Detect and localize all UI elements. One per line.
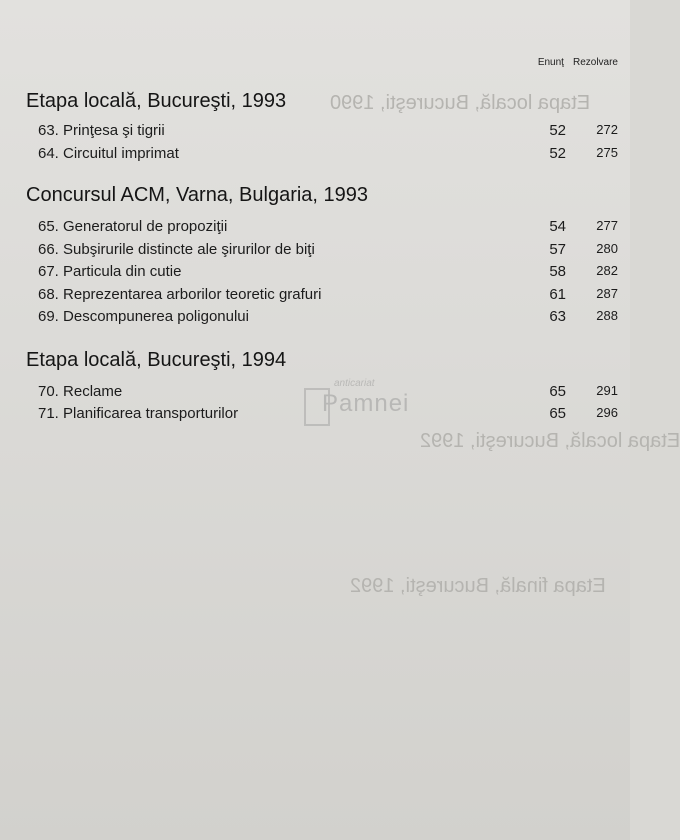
entry-page-enunt: 52	[549, 145, 566, 162]
entry-page-rezolvare: 272	[596, 122, 618, 137]
watermark-text: Pamnei	[322, 390, 410, 417]
entry-page-enunt: 58	[549, 263, 566, 280]
entry-page-rezolvare: 282	[596, 263, 618, 278]
toc-entry	[38, 263, 618, 283]
entry-page-enunt: 63	[549, 308, 566, 325]
toc-entry	[38, 308, 618, 328]
entry-page-rezolvare: 291	[596, 383, 618, 398]
entry-page-rezolvare: 277	[596, 218, 618, 233]
entry-label: 67. Particula din cutie	[38, 263, 182, 280]
toc-entry	[38, 122, 618, 142]
toc-entry	[38, 218, 618, 238]
entry-page-enunt: 65	[549, 383, 566, 400]
bleed-through-text: Etapa locală, Bucureşti, 1990	[330, 92, 591, 114]
entry-page-rezolvare: 296	[596, 405, 618, 420]
bleed-through-text: Etapa finală, Bucureşti, 1992	[350, 575, 606, 597]
entry-label: 63. Prinţesa şi tigrii	[38, 122, 165, 139]
entry-label: 68. Reprezentarea arborilor teoretic grafuri	[38, 286, 322, 303]
entry-page-enunt: 61	[549, 286, 566, 303]
section-title: Concursul ACM, Varna, Bulgaria, 1993	[26, 184, 369, 206]
toc-entry	[38, 405, 618, 425]
entry-page-rezolvare: 275	[596, 145, 618, 160]
bleed-through-text: Etapa locală, Bucureşti, 1992	[420, 430, 680, 452]
section-title: Etapa locală, Bucureşti, 1993	[26, 90, 287, 112]
toc-entry	[38, 286, 618, 306]
toc-entry	[38, 145, 618, 165]
column-headers	[538, 57, 618, 68]
entry-page-rezolvare: 287	[596, 286, 618, 301]
entry-page-enunt: 57	[549, 241, 566, 258]
toc-entry	[38, 383, 618, 403]
entry-label: 66. Subşirurile distincte ale şirurilor de biţi	[38, 241, 315, 258]
entry-label: 70. Reclame	[38, 383, 123, 400]
entry-page-enunt: 65	[549, 405, 566, 422]
watermark-text: anticariat	[334, 378, 375, 389]
section-title: Etapa locală, Bucureşti, 1994	[26, 349, 287, 371]
entry-label: 65. Generatorul de propoziţii	[38, 218, 228, 235]
entry-page-enunt: 52	[549, 122, 566, 139]
entry-label: 64. Circuitul imprimat	[38, 145, 179, 162]
entry-page-rezolvare: 288	[596, 308, 618, 323]
entry-label: 69. Descompunerea poligonului	[38, 308, 249, 325]
entry-page-enunt: 54	[549, 218, 566, 235]
rezolvare-header: Rezolvare	[572, 57, 618, 68]
entry-page-rezolvare: 280	[596, 241, 618, 256]
toc-entry	[38, 241, 618, 261]
entry-label: 71. Planificarea transporturilor	[38, 405, 239, 422]
enunt-header: Enunţ	[537, 57, 564, 68]
